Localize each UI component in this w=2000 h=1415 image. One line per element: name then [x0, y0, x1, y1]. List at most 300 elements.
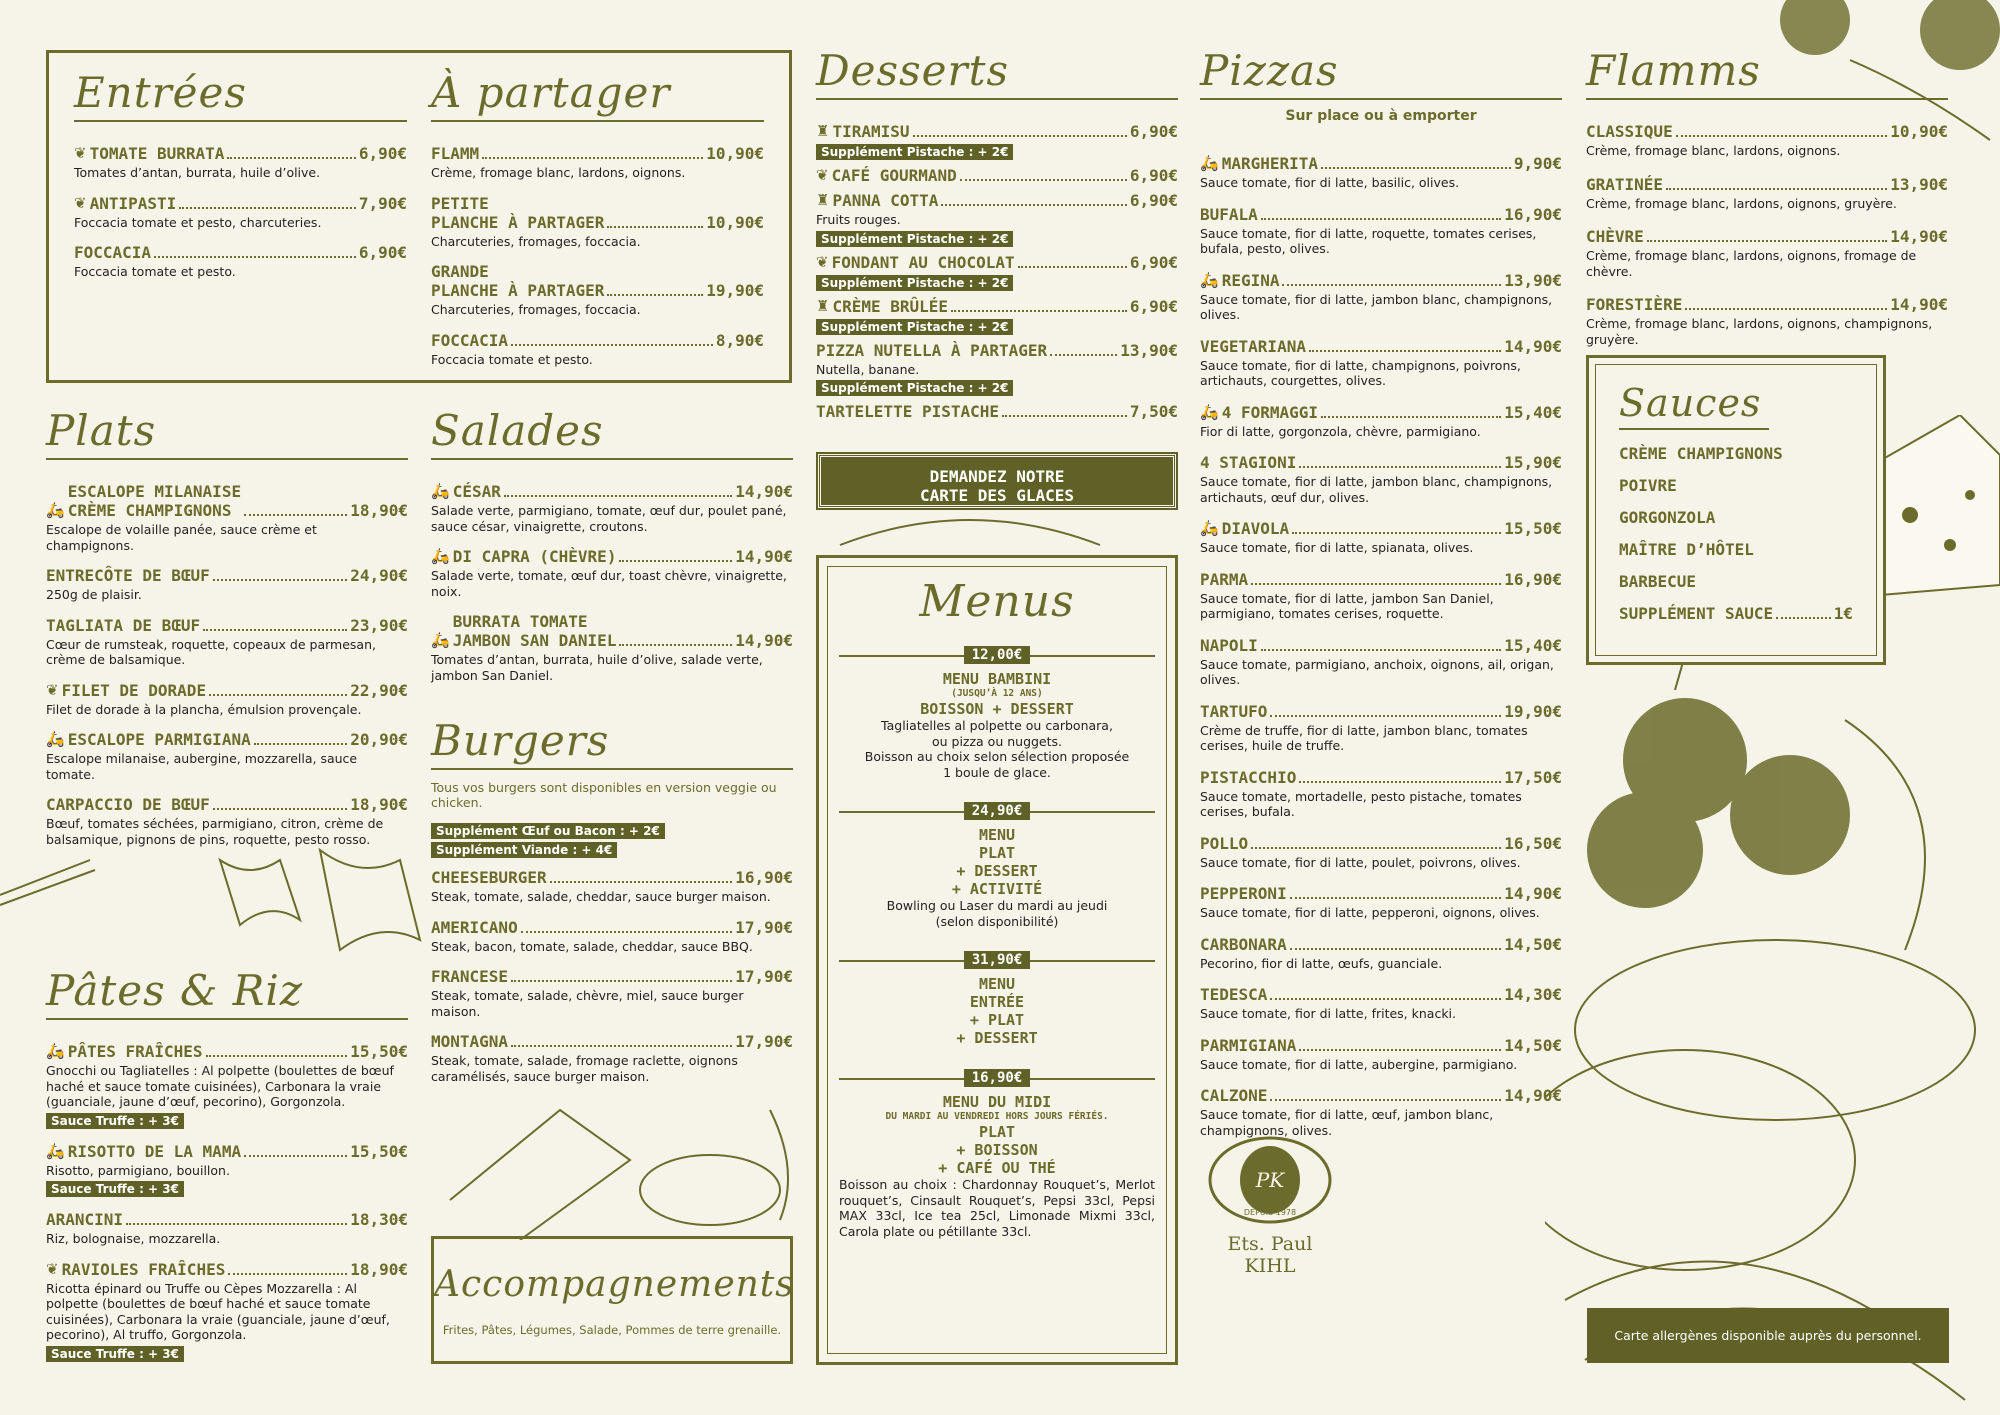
dot-leader	[1018, 266, 1127, 268]
section-title: Flamms	[1586, 50, 1948, 100]
item-price: 6,90€	[1129, 191, 1178, 210]
item-line	[816, 122, 1178, 141]
veggie-leaf-icon: ❦	[816, 252, 829, 271]
item-price: 14,90€	[735, 547, 793, 566]
flamms-section	[1586, 46, 1948, 363]
burgers-section	[431, 716, 793, 1097]
menu-item	[1200, 1086, 1562, 1138]
item-price: 6,90€	[1129, 252, 1178, 272]
item-line	[46, 681, 408, 700]
menu-item	[431, 868, 793, 905]
item-name: TARTUFO	[1200, 701, 1268, 721]
menu-item	[1200, 337, 1562, 389]
pates-section	[46, 966, 408, 1375]
item-line	[46, 795, 408, 814]
menu-item	[1200, 834, 1562, 871]
dot-leader	[1666, 188, 1887, 190]
dot-leader	[213, 579, 347, 581]
dot-leader	[607, 294, 703, 296]
item-line	[46, 1210, 408, 1229]
item-line	[1586, 227, 1948, 246]
item-line	[1200, 453, 1562, 472]
dot-leader	[126, 1223, 347, 1225]
item-line	[431, 144, 764, 163]
supplement-badge: Sauce Truffe : + 3€	[46, 1113, 184, 1129]
item-name: FLAMM	[431, 144, 480, 163]
item-price: 7,50€	[1129, 402, 1178, 421]
section-title: Plats	[46, 410, 408, 460]
item-price: 14,90€	[735, 482, 793, 501]
item-description: Steak, tomate, salade, cheddar, sauce burger maison.	[431, 889, 771, 904]
menu-item	[1586, 295, 1948, 347]
scooter-icon: 🛵	[46, 1042, 65, 1060]
item-line	[1200, 1086, 1562, 1105]
veggie-leaf-icon: ❦	[816, 166, 829, 184]
item-price: 20,90€	[350, 730, 408, 749]
dot-leader	[1647, 240, 1887, 242]
menu-item	[816, 122, 1178, 160]
item-line	[46, 1260, 408, 1279]
item-price: 16,90€	[1504, 569, 1562, 589]
item-name: VEGETARIANA	[1200, 336, 1306, 356]
sauce-item: POIVRE	[1619, 476, 1677, 495]
item-description: Salade verte, tomate, œuf dur, toast chèvre, vinaigrette, noix.	[431, 568, 787, 599]
item-name: GRATINÉE	[1586, 174, 1664, 194]
item-description: Sauce tomate, fior di latte, roquette, tomates cerises, bufala, pesto, olives.	[1200, 225, 1537, 256]
item-description: Charcuteries, fromages, foccacia.	[431, 302, 641, 317]
item-price: 17,90€	[735, 1032, 793, 1051]
item-name: TIRAMISU	[832, 122, 910, 141]
item-name: BUFALA	[1200, 204, 1258, 224]
item-name: POLLO	[1200, 833, 1249, 853]
menu-item	[816, 341, 1178, 397]
item-name: CRÈME BRÛLÉE	[832, 296, 949, 316]
item-line	[1200, 985, 1562, 1004]
item-description: Sauce tomate, fior di latte, œuf, jambon blanc, champignons, olives.	[1200, 1107, 1494, 1138]
pizzas-subtitle: Sur place ou à emporter	[1285, 108, 1477, 124]
menu-note: (JUSQU’À 12 ANS)	[951, 688, 1043, 699]
item-price: 6,90€	[358, 144, 407, 163]
item-price: 18,90€	[350, 501, 408, 520]
supplement-badge: Supplément Pistache : + 2€	[816, 275, 1013, 291]
item-name: CHEESEBURGER	[431, 868, 547, 887]
menu-description: Tagliatelles al polpette ou carbonara, ou pizza ou nuggets. Boisson au choix selon sélection proposée 1 boule de glace.	[864, 718, 1130, 780]
item-description: Bœuf, tomates séchées, parmigiano, citron, crème de balsamique, pignons de pins, roquette, pesto rosso.	[46, 816, 384, 847]
item-line	[1200, 519, 1562, 538]
item-name: RISOTTO DE LA MAMA	[67, 1141, 242, 1161]
burgers-intro: Tous vos burgers sont disponibles en version veggie ou chicken.	[431, 780, 777, 810]
dot-leader	[1290, 897, 1502, 899]
glaces-button[interactable]: DEMANDEZ NOTRE CARTE DES GLACES	[818, 454, 1176, 508]
dot-leader	[1292, 532, 1501, 534]
dot-leader	[1309, 350, 1501, 352]
logo-crest-icon	[1205, 1135, 1335, 1225]
item-description: Escalope de volaille panée, sauce crème et champignons.	[46, 522, 317, 553]
tower-icon: ♜	[816, 191, 830, 209]
dot-leader	[227, 157, 355, 159]
menu-heading: MENU BAMBINI	[942, 670, 1052, 688]
menu-item	[46, 566, 408, 603]
item-description: Steak, bacon, tomate, salade, cheddar, sauce BBQ.	[431, 938, 753, 954]
supplement-badge: Sauce Truffe : + 3€	[46, 1346, 184, 1362]
menu-item	[1200, 636, 1562, 688]
supplement-sauce-name: SUPPLÉMENT SAUCE	[1619, 604, 1774, 623]
scooter-icon: 🛵	[431, 631, 450, 649]
dot-leader	[154, 256, 356, 258]
menu-price: 24,90€	[964, 802, 1031, 820]
dot-leader	[1261, 649, 1501, 651]
item-line	[431, 967, 793, 986]
item-price: 22,90€	[350, 680, 408, 700]
menu-heading-secondary: BOISSON + DESSERT	[920, 700, 1074, 718]
dot-leader	[209, 694, 347, 696]
item-description: Nutella, banane.	[816, 361, 920, 377]
item-name: REGINA	[1221, 270, 1280, 290]
menu-description: Boisson au choix : Chardonnay Rouquet’s, Merlot rouquet’s, Cinsault Rouquet’s, Pepsi 33cl, Pepsi MAX 33cl, Ice tea 25cl, Limonade Mixmi 33cl, Carola plate ou pétillante 33cl.	[839, 1177, 1155, 1239]
menu-item	[74, 144, 407, 181]
item-name: ENTRECÔTE DE BŒUF	[46, 566, 210, 585]
menu-item	[1586, 227, 1948, 279]
item-name: CARBONARA	[1200, 934, 1287, 954]
item-description: Foccacia tomate et pesto.	[74, 264, 236, 279]
item-line	[1200, 403, 1562, 422]
item-price: 16,90€	[1504, 204, 1562, 224]
entrees-section	[74, 68, 407, 293]
item-line	[1200, 702, 1562, 721]
item-description: Sauce tomate, fior di latte, aubergine, parmigiano.	[1200, 1056, 1518, 1072]
item-price: 17,90€	[735, 917, 793, 937]
menu-price-row	[839, 1067, 1155, 1089]
item-price: 16,50€	[1504, 833, 1562, 853]
item-line	[1200, 636, 1562, 655]
menu-item	[46, 730, 408, 782]
menu-item	[431, 144, 764, 181]
menu-price: 16,90€	[964, 1069, 1031, 1087]
section-title: Burgers	[431, 720, 793, 770]
item-description: Sauce tomate, fior di latte, jambon blanc, champignons, olives.	[1200, 291, 1553, 322]
logo-name: Ets. Paul KIHL	[1227, 1233, 1313, 1277]
supplement-badge: Supplément Œuf ou Bacon : + 2€	[431, 823, 665, 839]
menu-note: DU MARDI AU VENDREDI HORS JOURS FÉRIÉS.	[885, 1111, 1109, 1122]
item-price: 14,90€	[1504, 884, 1562, 903]
menu-block	[839, 800, 1155, 929]
menu-item	[1586, 175, 1948, 212]
item-description: Steak, tomate, salade, fromage raclette, oignons caramélisés, sauce burger maison.	[431, 1053, 738, 1084]
dot-leader	[1321, 167, 1511, 169]
scooter-icon: 🛵	[431, 482, 450, 500]
item-name: TEDESCA	[1200, 985, 1268, 1004]
item-price: 6,90€	[358, 243, 407, 262]
item-line	[46, 616, 408, 635]
item-name: ESCALOPE PARMIGIANA	[67, 730, 251, 749]
item-price: 15,40€	[1504, 635, 1562, 655]
item-price: 17,90€	[735, 967, 793, 986]
menu-item	[1200, 702, 1562, 754]
menu-item	[46, 1142, 408, 1198]
menu-item	[816, 253, 1178, 291]
menu-block	[839, 949, 1155, 1047]
dot-leader	[254, 743, 347, 745]
menu-item	[1200, 519, 1562, 556]
section-title: Sauces	[1619, 384, 1769, 430]
section-title: Pâtes & Riz	[46, 970, 408, 1020]
item-line	[431, 547, 793, 566]
dot-leader	[203, 629, 347, 631]
menu-item	[1200, 403, 1562, 440]
item-line	[431, 262, 764, 300]
scooter-icon: 🛵	[46, 1141, 65, 1160]
veggie-leaf-icon: ❦	[74, 144, 87, 162]
item-price: 14,90€	[735, 631, 793, 650]
item-name: FRANCESE	[431, 967, 509, 986]
item-name: AMERICANO	[431, 917, 518, 937]
item-description: Ricotta épinard ou Truffe ou Cèpes Mozzarella : Al polpette (boulettes de bœuf haché et sauce tomate cuisinées), Carbonara la vraie (guanciale, jaune d’œuf, pecorino), Al truffo, Gorgonzola.	[46, 1280, 390, 1342]
item-description: Crème, fromage blanc, lardons, oignons, fromage de chèvre.	[1586, 248, 1917, 279]
item-description: Crème, fromage blanc, lardons, oignons, gruyère.	[1586, 195, 1897, 211]
item-description: Foccacia tomate et pesto.	[431, 351, 593, 367]
dot-leader	[511, 1045, 732, 1047]
item-line	[816, 166, 1178, 185]
menu-item	[816, 402, 1178, 421]
item-price: 23,90€	[350, 615, 408, 635]
item-line	[46, 482, 408, 520]
item-price: 6,90€	[1129, 296, 1178, 316]
ravioli-illustration	[440, 1090, 800, 1240]
item-line	[1200, 834, 1562, 853]
dot-leader	[179, 207, 356, 209]
item-name: CAFÉ GOURMAND	[831, 166, 957, 185]
item-name: FOCCACIA	[431, 330, 509, 350]
item-price: 16,90€	[735, 868, 793, 887]
dot-leader	[1050, 354, 1117, 356]
item-line	[1200, 884, 1562, 903]
logo-monogram: PK	[1255, 1168, 1285, 1192]
scooter-icon: 🛵	[431, 547, 450, 565]
veggie-leaf-icon: ❦	[46, 1259, 59, 1278]
item-name: CARPACCIO DE BŒUF	[46, 795, 210, 814]
dot-leader	[960, 179, 1127, 181]
tower-icon: ♜	[816, 122, 830, 140]
item-description: Sauce tomate, fior di latte, spianata, olives.	[1200, 540, 1474, 555]
item-description: Sauce tomate, fior di latte, basilic, olives.	[1200, 175, 1460, 190]
item-description: 250g de plaisir.	[46, 587, 142, 602]
sauces-frame	[1586, 355, 1886, 665]
dot-leader	[607, 226, 703, 228]
item-description: Filet de dorade à la plancha, émulsion provençale.	[46, 701, 362, 717]
item-price: 7,90€	[358, 193, 407, 213]
item-line	[1200, 935, 1562, 954]
item-name: PISTACCHIO	[1200, 767, 1297, 787]
item-name: PARMIGIANA	[1200, 1035, 1297, 1055]
scooter-icon: 🛵	[1200, 402, 1219, 421]
item-price: 6,90€	[1129, 122, 1178, 141]
menu-price-row	[839, 644, 1155, 666]
dot-leader	[482, 157, 703, 159]
item-description: Pecorino, fior di latte, œufs, guanciale.	[1200, 955, 1443, 971]
dot-leader	[244, 514, 347, 516]
item-line	[1200, 271, 1562, 290]
item-description: Sauce tomate, fior di latte, poulet, poivrons, olives.	[1200, 854, 1521, 870]
item-description: Sauce tomate, fior di latte, jambon San Daniel, parmigiano, tomates cerises, roquette.	[1200, 590, 1494, 621]
item-line	[1200, 570, 1562, 589]
menu-item	[46, 1042, 408, 1129]
item-price: 18,90€	[350, 795, 408, 814]
supplement-badge: Supplément Pistache : + 2€	[816, 231, 1013, 247]
item-line	[74, 194, 407, 213]
supplement-badge: Supplément Pistache : + 2€	[816, 380, 1013, 396]
dot-leader	[1676, 135, 1888, 137]
dot-leader	[619, 560, 732, 562]
section-title: Menus	[919, 576, 1075, 627]
item-description: Sauce tomate, parmigiano, anchoix, oignons, ail, origan, olives.	[1200, 656, 1554, 687]
dot-leader	[244, 1155, 347, 1157]
item-description: Tomates d’antan, burrata, huile d’olive.	[74, 165, 321, 180]
dot-leader	[1321, 416, 1501, 418]
menu-price: 12,00€	[964, 646, 1031, 664]
item-price: 9,90€	[1513, 154, 1562, 173]
accompagnements-frame	[431, 1236, 793, 1364]
menu-price: 31,90€	[964, 951, 1031, 969]
menu-item	[1200, 154, 1562, 191]
item-price: 19,90€	[706, 281, 764, 300]
item-line	[431, 482, 793, 501]
item-price: 18,90€	[350, 1259, 408, 1279]
item-description: Crème, fromage blanc, lardons, oignons.	[431, 165, 686, 180]
menu-item	[46, 681, 408, 718]
item-name: MARGHERITA	[1221, 154, 1319, 173]
menu-item	[1200, 884, 1562, 921]
item-description: Sauce tomate, fior di latte, jambon blanc, champignons, artichauts, œuf dur, olives.	[1200, 474, 1553, 505]
apartager-section	[431, 68, 764, 380]
dot-leader	[951, 310, 1127, 312]
item-price: 14,50€	[1504, 1035, 1562, 1055]
item-line	[1586, 122, 1948, 141]
item-name: PETITE PLANCHE À PARTAGER	[431, 193, 605, 232]
menu-item	[431, 331, 764, 368]
item-description: Riz, bolognaise, mozzarella.	[46, 1231, 221, 1246]
item-line	[816, 297, 1178, 316]
scooter-icon: 🛵	[46, 501, 65, 519]
dot-leader	[1002, 415, 1127, 417]
menu-item	[816, 297, 1178, 335]
dot-leader	[1685, 308, 1887, 310]
dot-leader	[1299, 781, 1501, 783]
item-description: Fior di latte, gorgonzola, chèvre, parmigiano.	[1200, 423, 1481, 439]
item-name: ARANCINI	[46, 1210, 124, 1229]
item-price: 8,90€	[715, 330, 764, 350]
menu-item	[1586, 122, 1948, 159]
leaf-illustration	[830, 510, 1110, 550]
menu-item	[46, 795, 408, 847]
item-name: FILET DE DORADE	[61, 680, 207, 700]
sauce-item: CRÈME CHAMPIGNONS	[1619, 444, 1783, 463]
item-line	[816, 253, 1178, 272]
menu-item	[816, 191, 1178, 247]
menu-item	[1200, 768, 1562, 820]
item-name: ESCALOPE MILANAISE CRÈME CHAMPIGNONS	[67, 482, 242, 520]
item-name: DIAVOLA	[1221, 519, 1290, 538]
vegetable-illustration	[1545, 600, 2000, 1415]
item-description: Sauce tomate, fior di latte, champignons, poivrons, artichauts, courgettes, olives.	[1200, 357, 1521, 388]
supplement-badge: Sauce Truffe : + 3€	[46, 1181, 184, 1197]
item-price: 13,90€	[1890, 174, 1948, 194]
menu-block	[839, 644, 1155, 780]
item-line	[1200, 1036, 1562, 1055]
menu-item	[1200, 935, 1562, 972]
menu-item	[1200, 1036, 1562, 1073]
item-name: MONTAGNA	[431, 1032, 509, 1051]
menu-heading: MENU PLAT + DESSERT + ACTIVITÉ	[951, 826, 1043, 898]
section-title: Desserts	[816, 50, 1178, 100]
section-title: Entrées	[74, 72, 407, 122]
item-price: 15,50€	[350, 1042, 408, 1061]
item-name: GRANDE PLANCHE À PARTAGER	[431, 262, 605, 300]
supplement-badge: Supplément Viande : + 4€	[431, 842, 617, 858]
dot-leader	[913, 135, 1127, 137]
item-name: FONDANT AU CHOCOLAT	[831, 252, 1015, 272]
item-name: BURRATA TOMATE JAMBON SAN DANIEL	[452, 612, 617, 650]
item-line	[46, 1142, 408, 1161]
item-name: CALZONE	[1200, 1086, 1268, 1105]
item-line	[74, 144, 407, 163]
item-description: Sauce tomate, mortadelle, pesto pistache, tomates cerises, bufala.	[1200, 788, 1522, 819]
menu-heading: MENU ENTRÉE + PLAT + DESSERT	[956, 975, 1038, 1047]
item-description: Risotto, parmigiano, bouillon.	[46, 1162, 230, 1178]
item-description: Sauce tomate, fior di latte, pepperoni, oignons, olives.	[1200, 905, 1540, 920]
dot-leader	[511, 344, 713, 346]
menu-item	[431, 918, 793, 955]
item-name: PÂTES FRAÎCHES	[67, 1042, 203, 1061]
item-description: Steak, tomate, salade, chèvre, miel, sauce burger maison.	[431, 988, 744, 1019]
item-line	[431, 868, 793, 887]
menu-item	[1200, 205, 1562, 257]
item-line	[46, 730, 408, 749]
item-price: 14,90€	[1504, 336, 1562, 356]
item-name: PEPPERONI	[1200, 884, 1287, 903]
item-line	[431, 918, 793, 937]
item-line	[46, 566, 408, 585]
dot-leader	[1282, 284, 1501, 286]
item-description: Foccacia tomate et pesto, charcuteries.	[74, 214, 322, 230]
item-line	[431, 194, 764, 232]
item-description: Crème de truffe, fior di latte, jambon blanc, tomates cerises, huile de truffe.	[1200, 722, 1528, 753]
veggie-leaf-icon: ❦	[46, 680, 59, 699]
accompagnements-desc: Frites, Pâtes, Légumes, Salade, Pommes de terre grenaille.	[442, 1323, 782, 1337]
item-line	[816, 191, 1178, 210]
item-price: 19,90€	[1504, 701, 1562, 721]
item-price: 15,50€	[1504, 519, 1562, 538]
item-name: TOMATE BURRATA	[89, 144, 225, 163]
supplement-badge: Supplément Pistache : + 2€	[816, 144, 1013, 160]
menu-item	[431, 612, 793, 683]
item-price: 13,90€	[1120, 340, 1178, 360]
veggie-leaf-icon: ❦	[74, 193, 87, 212]
dot-leader	[1251, 583, 1501, 585]
item-price: 14,50€	[1504, 934, 1562, 954]
item-name: CÉSAR	[452, 482, 501, 501]
item-name: 4 STAGIONI	[1200, 453, 1297, 472]
menu-item	[1200, 453, 1562, 505]
dot-leader	[1270, 1099, 1501, 1101]
section-title: Accompagnements	[434, 1264, 795, 1305]
menu-price-row	[839, 949, 1155, 971]
item-name: FOCCACIA	[74, 243, 152, 262]
item-price: 10,90€	[1890, 122, 1948, 141]
item-name: DI CAPRA (CHÈVRE)	[452, 547, 617, 566]
dot-leader	[1270, 998, 1501, 1000]
scooter-icon: 🛵	[1200, 270, 1219, 289]
menu-item	[431, 967, 793, 1019]
